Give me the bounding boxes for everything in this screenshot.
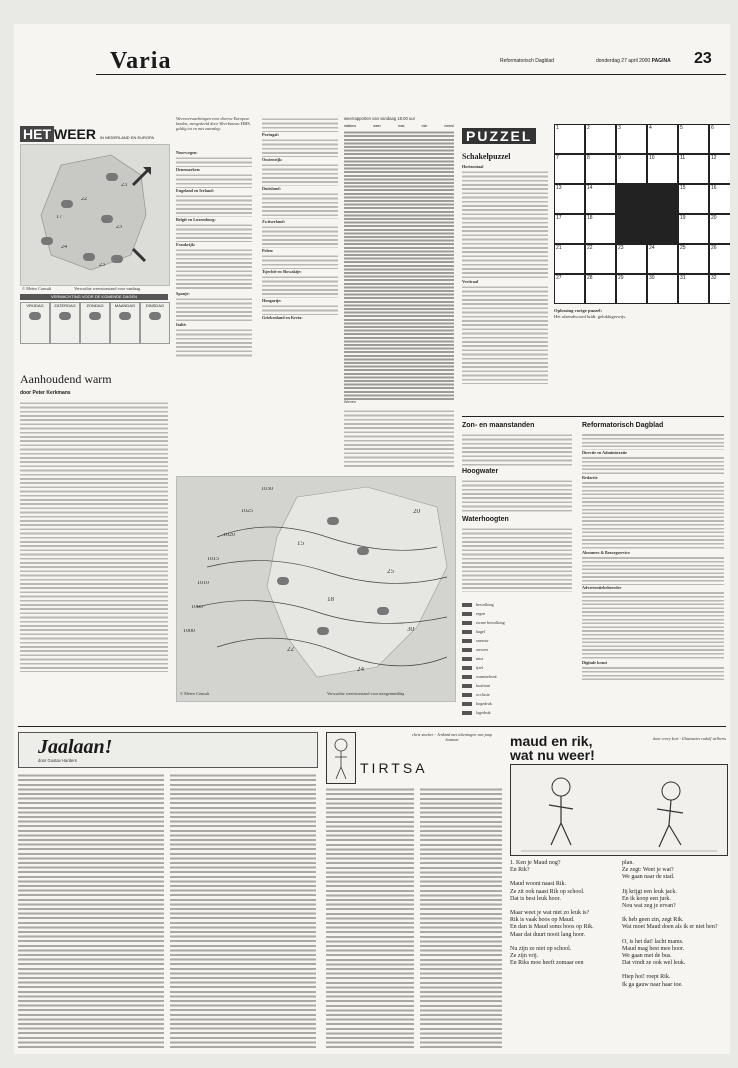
newspaper-page: [14, 24, 730, 1054]
map-temp: 18: [327, 597, 334, 602]
divider: [18, 726, 726, 727]
puzzle-center-block: [616, 184, 647, 214]
legend-row: regen: [462, 609, 574, 618]
jaalaan-byline: door Gustav Harders: [38, 758, 77, 763]
netherlands-weather-map: [20, 144, 170, 286]
legend-row: mist: [462, 654, 574, 663]
cloud-icon: [101, 215, 113, 223]
legend-row: ijzel: [462, 663, 574, 672]
tirtsa-column-1: [326, 786, 414, 1048]
map-temp: 24: [61, 245, 67, 250]
maud-credit: door corry kort - Illustraties rudolf wilberts: [652, 736, 726, 741]
jaalaan-column-2: [170, 772, 316, 1048]
map2-credit: © Meteo Consult: [180, 691, 210, 696]
map-temp: 20: [413, 509, 420, 514]
colophon-title: Reformatorisch Dagblad: [582, 422, 664, 429]
sun-moon-title: Zon- en maanstanden: [462, 422, 535, 429]
section-title: Varia: [110, 48, 172, 74]
maud-column-1: 1. Ken je Maud nog? En Rik? Maud woont naast Rik. Ze zit ook naast Rik op school. Dat is best leuk hoor. Maar weet je wat niet zo leuk is? Rik is vaak boos op Maud. En dan is Maud soms boos op Rik. Maar dat duurt nooit lang hoor. Nu zijn ze niet op school. Ze zijn vrij. En Riks moe heeft zomaar een: [510, 860, 594, 967]
map-temp: 25: [387, 569, 394, 574]
cloud-icon: [377, 607, 389, 615]
map-temp: 23: [121, 183, 127, 188]
puzzle-center-block: [647, 214, 678, 244]
legend-row: warmtefront: [462, 672, 574, 681]
tirtsa-column-2: [420, 786, 502, 1048]
map-temp: 22: [287, 647, 294, 652]
nl-map-graphic: [21, 145, 169, 285]
isobar-label: 1020: [223, 533, 235, 538]
map-temp: 23: [99, 263, 105, 268]
header-rule: [96, 74, 726, 75]
weather-article-body: [20, 400, 168, 672]
puzzle-grid: 1 2 3 4 5 6 7 8 9 10 11 12 13 14 15 16 17 18 19 20 21 22 23 24 25 26 27 28 29 30 31 32: [554, 124, 730, 304]
weather-headline: Aanhoudend warm: [20, 372, 112, 386]
children-walking-illustration: [511, 765, 727, 855]
waterhoogten-text: [462, 526, 572, 592]
puzzle-logo: PUZZEL: [462, 128, 536, 144]
tirtsa-title: TIRTSA: [360, 760, 428, 776]
europe-forecast-col2: Portugal: Oostenrijk: Duitsland: Zwitserland: Polen: Tsjechië en Slowakije: Hongarije: Griekenland en Kreta:: [262, 116, 338, 390]
isobar-label: 1000: [183, 629, 195, 634]
maud-illustration: [510, 764, 728, 856]
cloud-icon: [111, 255, 123, 263]
legend-row: zware bewolking: [462, 618, 574, 627]
map-temp: 30: [407, 627, 414, 632]
forecast-day: VRIJDAG: [20, 302, 50, 344]
jaalaan-column-1: [18, 772, 164, 1048]
map-temp: 15: [297, 541, 304, 546]
maud-title: maud en rik, wat nu weer!: [510, 733, 595, 763]
tirtsa-illustration: [326, 732, 356, 784]
girl-figure-icon: [327, 733, 355, 783]
map-temp: 22: [81, 197, 87, 202]
isobar-label: 1030: [261, 487, 273, 492]
europe-forecast-col1: Noorwegen: Denemarken: Engeland en Ierland: België en Luxemburg: Frankrijk: Spanje: Italië:: [176, 150, 252, 390]
puzzle-center-block: [616, 214, 647, 244]
cloud-icon: [83, 253, 95, 261]
tirtsa-credit: chris stocker - Jenkind met tekeningen van jaap bosman: [412, 732, 492, 742]
legend-row: sneeuw: [462, 636, 574, 645]
legend-row: hogedruk: [462, 699, 574, 708]
europe-weather-map: [176, 476, 456, 702]
isobar-label: 1005: [191, 605, 203, 610]
map-caption: Verwachte weerstoestand voor vandaag: [74, 286, 141, 291]
legend-row: koufront: [462, 681, 574, 690]
legend-row: onweer: [462, 645, 574, 654]
cloud-icon: [327, 517, 339, 525]
hoogwater-title: Hoogwater: [462, 468, 499, 475]
station-table-title: weerrapporten van vandaag 18.00 uur: [344, 116, 416, 121]
isobar-label: 1025: [241, 509, 253, 514]
cloud-icon: [41, 237, 53, 245]
divider: [462, 416, 724, 417]
station-footnote: [344, 408, 454, 468]
sun-moon-text: [462, 432, 572, 466]
forecast-days: [20, 302, 168, 344]
weather-logo: HET WEER IN NEDERLAND EN EUROPA: [20, 126, 154, 142]
map-temp: 24: [357, 667, 364, 672]
column-intro: Weersverwachtingen voor diverse Europese landen, meegedeeld door Weerbureau MMS, geldig tot en met zaterdag:: [176, 116, 251, 131]
colophon: Directie en Administratie Redactie Abonnees & Bezorgservice Advertentiebeheerder Digitale krant: [582, 432, 724, 726]
cloud-icon: [277, 577, 289, 585]
map-temp: 23: [116, 225, 122, 230]
puzzle-title: Schakelpuzzel: [462, 152, 511, 161]
station-table-rows: [344, 130, 454, 400]
puzzle-clues: Horizontaal Verticaal: [462, 164, 548, 404]
maud-column-2: plan. Ze zegt: Weet je wat? We gaan naar de stad. Jij krijgt een leuk jack. En ik koop een jurk. Nou wat zeg je ervan? Ik heb geen zin, zegt Rik. Wat moet Maud doen als ik er niet ben? O, is het dat! lacht mams. Maud mag best mee hoor. We gaan met de bus. Dat vindt ze ook wel leuk. Hiep hoi! roept Rik. Ik ga gauw naar haar toe.: [622, 860, 718, 988]
map-credit: © Meteo Consult: [22, 286, 52, 291]
puzzle-solution-title: Oplossing vorige puzzel:: [554, 308, 602, 313]
station-table-header: stations weer max min neersl: [344, 124, 454, 128]
forecast-day: ZONDAG: [80, 302, 110, 344]
map-temp: 17: [56, 215, 62, 220]
forecast-bar: VERWACHTING VOOR DE KOMENDE DAGEN: [20, 294, 168, 300]
legend-row: lagedruk: [462, 708, 574, 717]
legend-row: bewolking: [462, 600, 574, 609]
legend-row: hagel: [462, 627, 574, 636]
map2-caption: Verwachte weerstoestand voor morgenmiddag: [327, 691, 405, 696]
forecast-day: MAANDAG: [110, 302, 140, 344]
station-last: Wenen: [344, 400, 356, 404]
cloud-icon: [61, 200, 73, 208]
paper-name: Reformatorisch Dagblad: [500, 58, 554, 64]
cloud-icon: [317, 627, 329, 635]
isobar-label: 1010: [197, 581, 209, 586]
forecast-day: DINSDAG: [140, 302, 170, 344]
issue-date: donderdag 27 april 2000 PAGINA: [596, 58, 671, 64]
puzzle-center-block: [647, 184, 678, 214]
puzzle-solution: Het afzendwoord luidt: gelukkigerwijs.: [554, 314, 627, 319]
forecast-day: ZATERDAG: [50, 302, 80, 344]
weather-byline: door Peter Kerkmans: [20, 390, 71, 396]
legend-row: occlusie: [462, 690, 574, 699]
waterhoogten-title: Waterhoogten: [462, 516, 509, 523]
weather-legend: [462, 600, 574, 720]
isobar-label: 1015: [207, 557, 219, 562]
jaalaan-title: Jaalaan!: [38, 736, 113, 758]
cloud-icon: [106, 173, 118, 181]
page-number: 23: [694, 50, 712, 67]
cloud-icon: [357, 547, 369, 555]
hoogwater-text: [462, 478, 572, 514]
